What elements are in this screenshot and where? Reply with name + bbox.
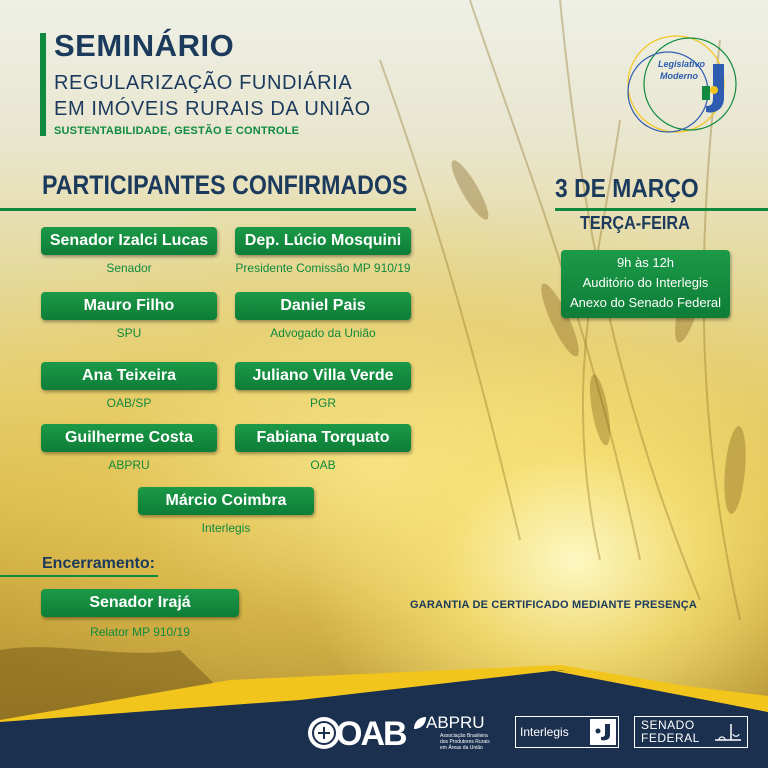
participants-divider [0,208,416,211]
participant-name: Juliano Villa Verde [235,362,411,390]
legislativo-moderno-icon [618,28,748,146]
seminar-subtitle-line1: REGULARIZAÇÃO FUNDIÁRIA [54,72,353,94]
participant-name: Guilherme Costa [41,424,217,452]
participant-name: Dep. Lúcio Mosquini [235,227,411,255]
senado-building-icon [713,720,743,744]
abpru-logo [412,713,492,757]
participant-role: OAB [310,458,336,472]
interlegis-logo [515,716,619,748]
interlegis-logo-text: Interlegis [520,725,569,739]
event-time: 9h às 12h [616,255,675,270]
seminar-subtitle-line2: EM IMÓVEIS RURAIS DA UNIÃO [54,98,371,120]
participant-name: Fabiana Torquato [235,424,411,452]
event-date: 3 DE MARÇO [555,173,699,203]
senado-line1: SENADO [641,718,695,732]
participant-name: Senador Izalci Lucas [41,227,217,255]
legislativo-moderno-logo [618,28,748,146]
participant-role: ABPRU [108,458,150,472]
certificate-notice: GARANTIA DE CERTIFICADO MEDIANTE PRESENÇA [410,599,698,611]
participants-title: PARTICIPANTES CONFIRMADOS [42,170,408,200]
participant-role: Senador [106,261,152,275]
closing-divider [0,575,158,577]
participant-name: Mauro Filho [41,292,217,320]
oab-logo [306,713,406,755]
header-accent-bar [40,33,46,136]
legislativo-moderno-line2: Moderno [660,71,698,81]
participant-role: OAB/SP [106,396,152,410]
participant-role: Presidente Comissão MP 910/19 [235,261,411,275]
seminar-title: SEMINÁRIO [54,28,235,63]
event-venue-line1: Auditório do Interlegis [582,275,709,290]
senado-federal-logo [634,716,748,748]
senado-line2: FEDERAL [641,731,700,745]
closing-speaker-name: Senador Irajá [41,589,239,617]
participant-name: Daniel Pais [235,292,411,320]
oab-logo-text: OAB [336,715,406,753]
senado-federal-logo-text [641,719,700,745]
date-divider [555,208,768,211]
abpru-logo-subtext [440,733,500,751]
abpru-logo-text: ABPRU [426,713,485,732]
participant-name: Márcio Coimbra [138,487,314,515]
participant-name: Ana Teixeira [41,362,217,390]
event-venue-line2: Anexo do Senado Federal [569,295,722,310]
participant-role: PGR [309,396,336,410]
participant-role: Interlegis [201,521,251,535]
participant-role: Advogado da União [270,326,376,340]
legislativo-moderno-line1: Legislativo [658,59,706,69]
abpru-sub-line: em Áreas da União [440,745,483,751]
closing-label: Encerramento: [42,555,155,572]
event-weekday: TERÇA-FEIRA [580,213,690,233]
participant-role: SPU [116,326,142,340]
abpru-sub-line: Associação Brasileira [440,733,488,739]
abpru-sub-line: dos Produtores Rurais [440,739,490,745]
seminar-tagline: SUSTENTABILIDADE, GESTÃO E CONTROLE [54,125,300,137]
closing-speaker-role: Relator MP 910/19 [90,625,190,639]
interlegis-mark-icon [590,719,616,745]
event-info-box [561,250,730,318]
